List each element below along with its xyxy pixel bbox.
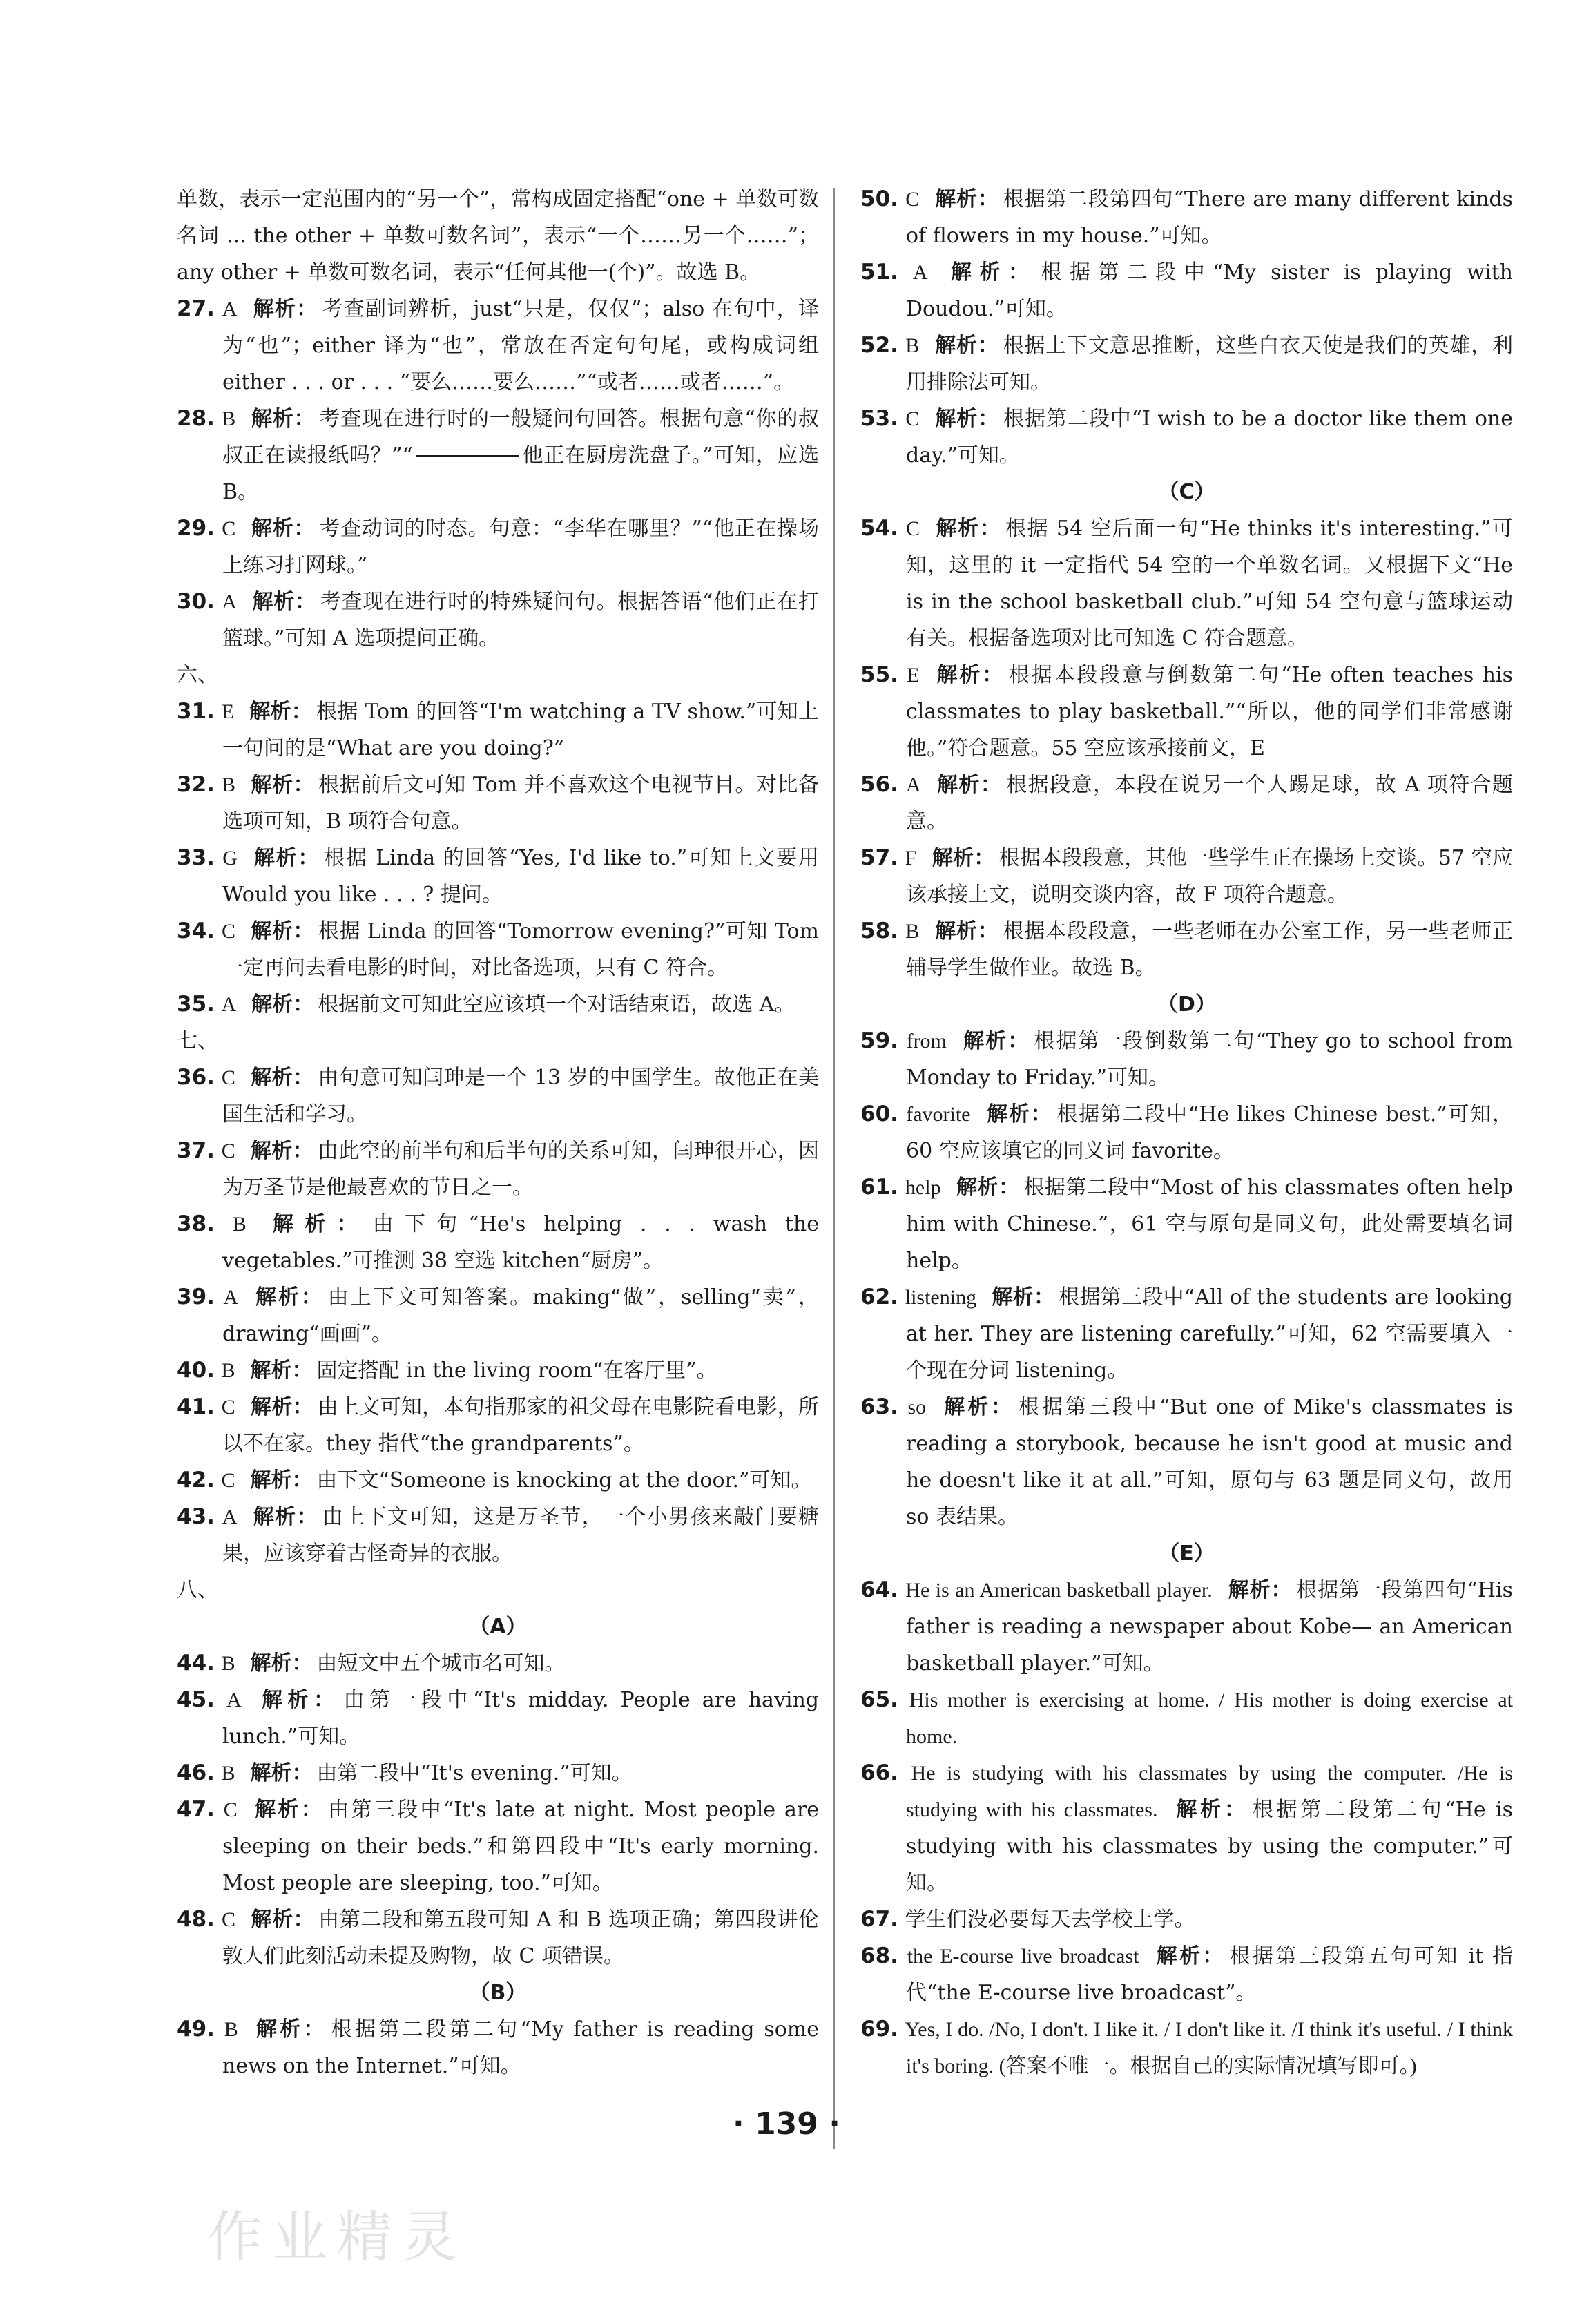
- explanation-text: 根据第三段中“All of the students are looking at her. They are listening carefully.”可知，62 空需要填入一个现在分词 listening。: [906, 1285, 1514, 1383]
- answer-choice: A: [221, 993, 237, 1016]
- explanation-label: 解析：: [250, 1066, 314, 1090]
- explanation-text: 考查副词辨析，just“只是，仅仅”；also 在句中，译为“也”；either 译为“也”，常放在否定句句尾，或构成词组 either . . . or . . . “要么……要么……”“或者……或者……”。: [222, 297, 819, 394]
- question-number: 60.: [860, 1102, 898, 1126]
- question-number: 69.: [860, 2017, 898, 2042]
- explanation-label: 解析：: [251, 517, 316, 541]
- answer-item: [177, 1389, 819, 1462]
- answer-group-44-48: [177, 1645, 819, 1975]
- question-number: 56.: [860, 772, 898, 797]
- explanation-text: 由下句“He's helping . . . wash the vegetables.”可推测 38 空选 kitchen“厨房”。: [222, 1212, 819, 1273]
- explanation-label: 解析：: [250, 1395, 313, 1419]
- explanation-text: 根据本段段意，一些老师在办公室工作，另一些老师正辅导学生做作业。故选 B。: [906, 919, 1513, 980]
- question-number: 41.: [177, 1394, 215, 1419]
- explanation-text: 根据第二段中“My sister is playing with Doudou.”可知。: [906, 260, 1514, 321]
- explanation-label: 解析：: [252, 1798, 325, 1822]
- explanation-label: 解析：: [256, 1688, 340, 1712]
- answer-item: [177, 1206, 819, 1279]
- answer-choice: A: [222, 298, 238, 320]
- answer-choice: B: [232, 1213, 247, 1236]
- answer-item: [860, 1682, 1513, 1755]
- explanation-text: 根据第三段第五句可知 it 指代“the E-course live broadcast”。: [906, 1944, 1513, 2005]
- answer-choice: A: [226, 1689, 242, 1711]
- passage-heading-d: （D）: [1157, 992, 1216, 1017]
- explanation-text: 由上下文可知答案。making“做”，selling“卖”，drawing“画画”。: [222, 1285, 819, 1346]
- explanation-text: 根据 Linda 的回答“Yes, I'd like to.”可知上文要用 Would you like . . . ? 提问。: [222, 846, 819, 907]
- answer-choice: C: [905, 517, 920, 540]
- explanation-label: 解析：: [936, 773, 1003, 797]
- answer-item: [177, 1901, 819, 1975]
- explanation-text: 根据上下文意思推断，这些白衣天使是我们的英雄，利用排除法可知。: [906, 334, 1513, 394]
- answer-item: [860, 1169, 1513, 1279]
- left-column: [177, 181, 819, 2084]
- explanation-text: 根据本段段意，其他一些学生正在操场上交谈。57 空应该承接上文，说明交谈内容，故 F 项符合题意。: [906, 846, 1513, 907]
- answer-item: [177, 1133, 819, 1206]
- answer-item: [177, 913, 819, 986]
- question-number: 61.: [860, 1175, 898, 1200]
- answer-choice: Yes, I do. /No, I don't. I like it. / I don't like it. /I think it's useful. / I think it's boring. (答案不唯一。根据自己的实际情况填写即可。): [905, 2018, 1514, 2077]
- answer-choice: E: [221, 700, 235, 723]
- explanation-label: 解析：: [1154, 1944, 1226, 1968]
- answer-group-49: [177, 2011, 819, 2084]
- explanation-text: 根据第二段第二句“My father is reading some news on the Internet.”可知。: [222, 2017, 820, 2078]
- answer-item: [177, 1682, 819, 1755]
- explanation-label: 解析：: [252, 297, 318, 321]
- explanation-label: 解析：: [250, 1761, 313, 1785]
- question-number: 65.: [860, 1687, 898, 1712]
- section-heading-7: 七、: [177, 1029, 218, 1053]
- answer-item: [177, 840, 819, 913]
- answer-item: [177, 1462, 819, 1499]
- explanation-text: 他正在厨房洗盘子。”可知，应选 B。: [222, 443, 819, 504]
- explanation-label: 解析：: [249, 700, 313, 724]
- answer-item: [177, 1645, 819, 1682]
- explanation-label: 解析：: [934, 663, 1005, 687]
- answer-item: [860, 181, 1513, 254]
- answer-choice: B: [905, 334, 920, 357]
- answer-choice: His mother is exercising at home. / His mother is doing exercise at home.: [906, 1689, 1513, 1748]
- answer-choice: C: [221, 920, 235, 943]
- answer-item: [177, 1279, 819, 1352]
- question-number: 38.: [177, 1211, 215, 1236]
- answer-choice: C: [222, 1908, 236, 1931]
- watermark-logo: 作业精灵: [207, 2205, 467, 2269]
- question-number: 54.: [860, 516, 898, 541]
- explanation-label: 解析：: [251, 773, 315, 797]
- question-number: 42.: [177, 1468, 215, 1492]
- question-number: 37.: [177, 1138, 215, 1163]
- answer-choice: C: [905, 407, 920, 430]
- answer-item: [860, 401, 1513, 474]
- section-heading-6: 六、: [177, 663, 218, 687]
- answer-choice: He is an American basketball player.: [905, 1579, 1213, 1602]
- explanation-text: 根据第二段中“He likes Chinese best.”可知，60 空应该填它的同义词 favorite。: [906, 1102, 1513, 1163]
- answer-choice: 学生们没必要每天去学校上学。: [905, 1908, 1195, 1931]
- question-number: 45.: [177, 1687, 215, 1712]
- question-number: 55.: [860, 662, 898, 687]
- answer-item: [177, 767, 819, 840]
- question-number: 48.: [177, 1907, 215, 1932]
- explanation-text: 根据第三段中“But one of Mike's classmates is reading a storybook, because he isn't good at music and he doesn't like it at all.”可知，原句与 63 题是同义句，故用 so 表结果。: [906, 1395, 1513, 1529]
- answer-item: [177, 1499, 819, 1572]
- answer-choice: the E-course live broadcast: [907, 1945, 1139, 1968]
- answer-item: [177, 401, 819, 510]
- question-number: 31.: [177, 699, 215, 724]
- explanation-label: 解析：: [251, 590, 316, 614]
- explanation-label: 解析：: [261, 1212, 369, 1236]
- explanation-label: 解析：: [253, 2017, 327, 2042]
- answer-group-64-69: [860, 1572, 1513, 2084]
- passage-heading-c: （C）: [1158, 480, 1215, 504]
- answer-item: [860, 510, 1513, 657]
- explanation-label: 解析：: [252, 1505, 318, 1529]
- answer-choice: G: [222, 847, 238, 870]
- question-number: 51.: [860, 260, 898, 285]
- answer-choice: C: [223, 1798, 238, 1821]
- answer-choice: He is studying with his classmates by using the computer. /He is studying with his classmates.: [906, 1762, 1513, 1821]
- explanation-text: 根据第二段第四句“There are many different kinds of flowers in my house.”可知。: [906, 187, 1513, 248]
- answer-item: [860, 913, 1513, 986]
- answer-item: [177, 693, 819, 767]
- explanation-label: 解析：: [250, 1139, 313, 1163]
- explanation-text: 由短文中五个城市名可知。: [316, 1651, 566, 1675]
- explanation-text: 由上下文可知，这是万圣节，一个小男孩来敲门要糖果，应该穿着古怪奇异的衣服。: [222, 1505, 819, 1566]
- question-number: 57.: [860, 845, 898, 870]
- question-number: 29.: [177, 516, 215, 541]
- section-heading-8: 八、: [177, 1578, 218, 1602]
- answer-choice: so: [907, 1396, 927, 1419]
- explanation-label: 解析：: [250, 1358, 313, 1383]
- answer-choice: C: [221, 1396, 235, 1419]
- answer-choice: F: [905, 847, 917, 870]
- question-number: 50.: [860, 186, 898, 211]
- answer-choice: C: [905, 188, 920, 211]
- answer-choice: B: [905, 920, 920, 943]
- answer-choice: B: [221, 1359, 235, 1382]
- explanation-label: 解析：: [252, 846, 320, 870]
- answer-choice: E: [907, 664, 920, 686]
- explanation-text: 考查现在进行时的特殊疑问句。根据答语“他们正在打篮球。”可知 A 选项提问正确。: [222, 590, 820, 651]
- answer-choice: B: [222, 407, 236, 430]
- explanation-label: 解析：: [941, 1395, 1015, 1419]
- answer-group-31-35: [177, 693, 819, 1023]
- explanation-text: 根据第一段倒数第二句“They go to school from Monday to Friday.”可知。: [906, 1029, 1514, 1090]
- question-number: 34.: [177, 919, 215, 943]
- question-number: 44.: [177, 1651, 215, 1675]
- question-number: 64.: [860, 1577, 898, 1602]
- explanation-text: 根据第二段第二句“He is studying with his classmates by using the computer.”可知。: [906, 1798, 1514, 1895]
- question-number: 62.: [860, 1285, 898, 1309]
- explanation-text: 根据 Tom 的回答“I'm watching a TV show.”可知上一句问的是“What are you doing?”: [222, 700, 820, 760]
- answer-choice: C: [221, 1066, 235, 1089]
- explanation-label: 解析：: [943, 260, 1037, 285]
- explanation-label: 解析：: [934, 187, 999, 211]
- right-column: [860, 181, 1513, 2084]
- question-number: 59.: [860, 1028, 898, 1053]
- explanation-label: 解析：: [961, 1029, 1030, 1053]
- question-number: 39.: [177, 1285, 215, 1309]
- explanation-text: 由句意可知闫珅是一个 13 岁的中国学生。故他正在美国生活和学习。: [222, 1066, 819, 1126]
- explanation-text: 根据前后文可知 Tom 并不喜欢这个电视节目。对比备选项可知，B 项符合句意。: [222, 773, 820, 834]
- question-number: 46.: [177, 1760, 215, 1785]
- answer-blank: [416, 455, 519, 457]
- explanation-text: 由下文“Someone is knocking at the door.”可知。: [316, 1468, 812, 1492]
- explanation-label: 解析：: [1227, 1578, 1293, 1602]
- explanation-text: 根据第一段第四句“His father is reading a newspaper about Kobe— an American basketball player.”可知。: [906, 1578, 1513, 1675]
- explanation-label: 解析：: [934, 919, 999, 943]
- page-number: · 139 ·: [733, 2106, 840, 2142]
- question-number: 58.: [860, 919, 898, 943]
- answer-choice: A: [222, 590, 237, 613]
- answer-item: [860, 2011, 1513, 2084]
- answer-item: [177, 1352, 819, 1389]
- explanation-text: 由第二段中“It's evening.”可知。: [316, 1761, 633, 1785]
- question-number: 30.: [177, 589, 215, 614]
- explanation-label: 解析：: [985, 1102, 1053, 1126]
- question-number: 32.: [177, 772, 215, 797]
- question-number: 63.: [860, 1394, 898, 1419]
- explanation-label: 解析：: [250, 919, 314, 943]
- answer-item: [860, 1389, 1513, 1535]
- answer-choice: A: [222, 1506, 238, 1528]
- answer-item: [860, 1901, 1513, 1938]
- explanation-label: 解析：: [251, 407, 316, 431]
- answer-item: [860, 1096, 1513, 1169]
- explanation-text: 考查动词的时态。句意：“李华在哪里？”“他正在操场上练习打网球。”: [222, 517, 819, 577]
- question-number: 28.: [177, 406, 215, 431]
- explanation-text: 由此空的前半句和后半句的关系可知，闫珅很开心，因为万圣节是他最喜欢的节日之一。: [222, 1139, 820, 1200]
- question-number: 68.: [860, 1943, 898, 1968]
- explanation-text: 根据 54 空后面一句“He thinks it's interesting.”可知，这里的 it 一定指代 54 空的一个单数名词。又根据下文“He is in the school basketball club.”可知 54 空句意与篮球运动有关。根据备选项对比可知选 C 符合题意。: [906, 517, 1513, 651]
- answer-item: [860, 1023, 1513, 1096]
- answer-group-50-53: [860, 181, 1513, 474]
- answer-group-36-43: [177, 1059, 819, 1572]
- question-number: 36.: [177, 1065, 215, 1090]
- passage-heading-e: （E）: [1159, 1542, 1215, 1566]
- answer-choice: A: [223, 1286, 239, 1309]
- answer-item: [177, 2011, 819, 2084]
- answer-item: [860, 1755, 1513, 1901]
- column-divider: [833, 188, 835, 2149]
- answer-choice: C: [222, 517, 236, 540]
- answer-choice: from: [906, 1030, 947, 1053]
- question-number: 67.: [860, 1907, 898, 1932]
- explanation-text: 由第三段中“It's late at night. Most people are sleeping on their beds.”和第四段中“It's early morning. Most people are sleeping, too.”可知。: [222, 1798, 819, 1895]
- explanation-text: 根据前文可知此空应该填一个对话结束语，故选 A。: [318, 992, 795, 1017]
- explanation-text: 由上文可知，本句指那家的祖父母在电影院看电影，所以不在家。they 指代“the grandparents”。: [222, 1395, 820, 1456]
- explanation-label: 解析：: [932, 846, 995, 870]
- answer-item: [177, 1755, 819, 1792]
- question-number: 33.: [177, 845, 215, 870]
- answer-choice: B: [222, 774, 236, 796]
- question-number: 27.: [177, 296, 215, 321]
- answer-choice: B: [221, 1762, 235, 1785]
- answer-item: [860, 767, 1513, 840]
- answer-item: [177, 1792, 819, 1901]
- explanation-label: 解析：: [253, 1285, 324, 1309]
- explanation-label: 解析：: [251, 992, 314, 1017]
- explanation-label: 解析：: [934, 407, 1000, 431]
- answer-item: [177, 510, 819, 584]
- explanation-label: 解析：: [1172, 1798, 1248, 1822]
- explanation-text: 由第一段中“It's midday. People are having lunch.”可知。: [222, 1688, 820, 1749]
- answer-item: [860, 1279, 1513, 1389]
- explanation-label: 解析：: [934, 517, 1001, 541]
- explanation-text: 根据 Linda 的回答“Tomorrow evening?”可知 Tom 一定再问去看电影的时间，对比备选项，只有 C 符合。: [222, 919, 820, 980]
- explanation-text: 根据第二段中“Most of his classmates often help him with Chinese.”，61 空与原句是同义句，此处需要填名词 help。: [906, 1175, 1513, 1273]
- question-number: 43.: [177, 1504, 215, 1529]
- answer-item: [860, 657, 1513, 767]
- passage-heading-b: （B）: [469, 1981, 527, 2005]
- passage-heading-a: （A）: [469, 1615, 527, 1639]
- explanation-label: 解析：: [934, 334, 999, 358]
- answer-item: [860, 840, 1513, 913]
- answer-item: [860, 1938, 1513, 2011]
- question-number: 40.: [177, 1358, 215, 1383]
- answer-group-54-58: [860, 510, 1513, 986]
- answer-choice: B: [221, 1652, 235, 1675]
- explanation-label: 解析：: [992, 1285, 1055, 1309]
- question-number: 53.: [860, 406, 898, 431]
- question-number: 47.: [177, 1797, 215, 1822]
- explanation-label: 解析：: [956, 1175, 1020, 1200]
- explanation-text: 固定搭配 in the living room“在客厅里”。: [316, 1358, 717, 1383]
- question-number: 52.: [860, 333, 898, 358]
- explanation-text: 根据段意，本段在说另一个人踢足球，故 A 项符合题意。: [906, 773, 1513, 834]
- explanation-text: 考查现在进行时的一般疑问句回答。根据句意“你的叔叔正在读报纸吗？”“: [222, 407, 819, 468]
- answer-choice: favorite: [906, 1103, 971, 1126]
- explanation-text: 由第二段和第五段可知 A 和 B 选项正确；第四段讲伦敦人们此刻活动未提及购物，故 C 项错误。: [222, 1908, 819, 1968]
- explanation-text: 根据第二段中“I wish to be a doctor like them one day.”可知。: [906, 407, 1513, 468]
- answer-item: [860, 254, 1513, 327]
- answer-choice: A: [905, 774, 921, 796]
- answer-choice: B: [224, 2018, 238, 2041]
- answer-item: [177, 986, 819, 1023]
- answer-item: [860, 327, 1513, 401]
- explanation-label: 解析：: [251, 1908, 315, 1932]
- explanation-text: 根据本段段意与倒数第二句“He often teaches his classmates to play basketball.”“所以，他的同学们非常感谢他。”符合题意。55 空应该承接前文，E: [906, 663, 1513, 760]
- answer-choice: C: [221, 1469, 235, 1492]
- answer-item: [177, 584, 819, 657]
- answer-choice: listening: [905, 1286, 977, 1309]
- answer-group-27-30: [177, 291, 819, 657]
- answer-item: [177, 1059, 819, 1133]
- answer-group-59-63: [860, 1023, 1513, 1535]
- answer-item: [177, 291, 819, 401]
- answer-choice: help: [905, 1176, 941, 1199]
- explanation-label: 解析：: [250, 1651, 313, 1675]
- question-number: 35.: [177, 992, 215, 1017]
- answer-item: [860, 1572, 1513, 1682]
- question-number: 66.: [860, 1760, 898, 1785]
- question-number: 49.: [177, 2017, 215, 2042]
- answer-choice: C: [221, 1140, 235, 1162]
- answer-choice: A: [912, 261, 928, 284]
- explanation-label: 解析：: [250, 1468, 313, 1492]
- continued-explanation: 单数，表示一定范围内的“另一个”，常构成固定搭配“one + 单数可数名词 ... the other + 单数可数名词”，表示“一个……另一个……”；any other + 单数可数名词，表示“任何其他一(个)”。故选 B。: [177, 187, 819, 285]
